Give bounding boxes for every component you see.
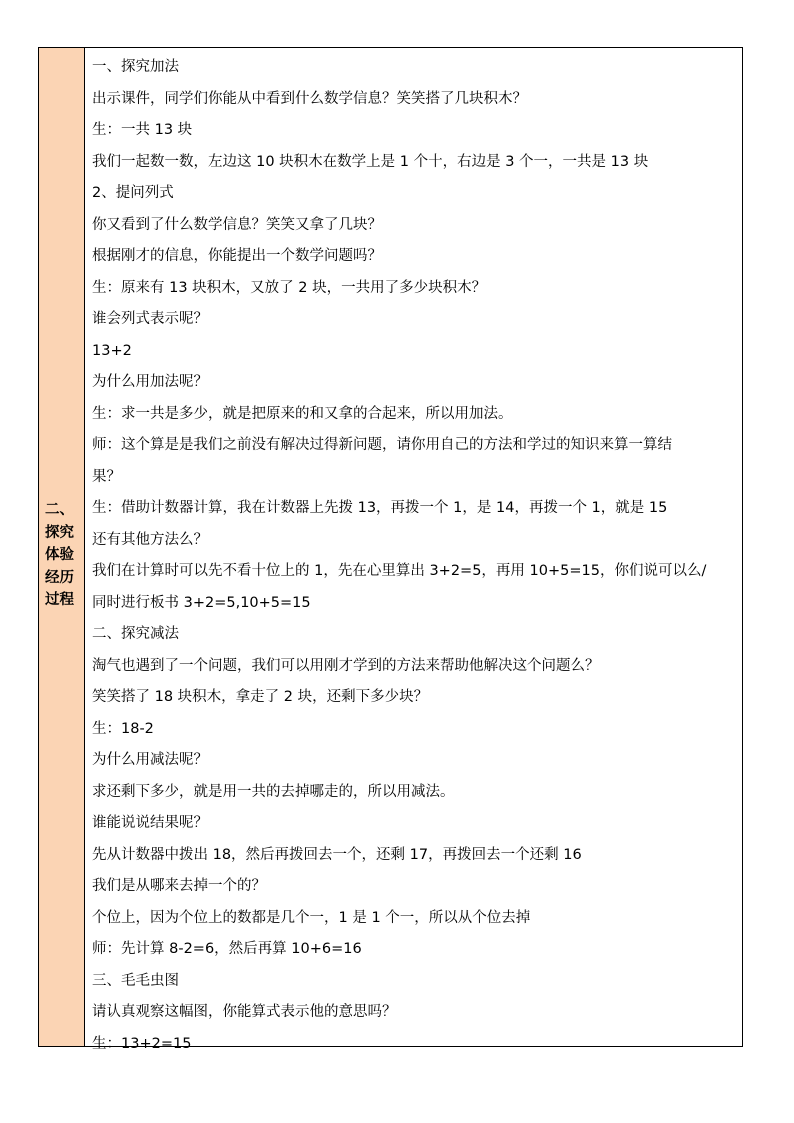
- content-line: 谁会列式表示呢？: [92, 311, 208, 327]
- content-line: 你又看到了什么数学信息？笑笑又拿了几块？: [92, 216, 382, 233]
- content-line: 我们在计算时可以先不看十位上的 1，先在心里算出 3+2=5，再用 10+5=15，你们说可以么/: [92, 563, 707, 579]
- content-line: 师：这个算是是我们之前没有解决过得新问题，请你用自己的方法和学过的知识来算一算结: [92, 437, 672, 453]
- content-line: 果？: [92, 468, 121, 485]
- content-line: 13+2: [92, 342, 132, 359]
- content-line: 生：18-2: [92, 720, 154, 737]
- content-line: 笑笑搭了 18 块积木，拿走了 2 块，还剩下多少块？: [92, 689, 429, 705]
- content-line: 生：借助计数器计算，我在计数器上先拨 13，再拨一个 1，是 14，再拨一个 1，就是 15: [92, 500, 668, 516]
- section-label: 二、 探究 体验 经历 过程: [45, 502, 74, 608]
- content-line: 谁能说说结果呢？: [92, 815, 208, 831]
- content-line: 先从计数器中拨出 18，然后再拨回去一个，还剩 17，再拨回去一个还剩 16: [92, 846, 582, 863]
- content-line: 淘气也遇到了一个问题，我们可以用刚才学到的方法来帮助他解决这个问题么？: [92, 657, 600, 674]
- content-line: 生：求一共是多少，就是把原来的和又拿的合起来，所以用加法。: [92, 405, 513, 422]
- content-line: 师：先计算 8-2=6，然后再算 10+6=16: [92, 941, 362, 957]
- content-line: 我们一起数一数，左边这 10 块积木在数学上是 1 个十，右边是 3 个一，一共是 13 块: [92, 153, 649, 170]
- content-line: 出示课件，同学们你能从中看到什么数学信息？笑笑搭了几块积木？: [92, 90, 527, 107]
- content-line: 生：一共 13 块: [92, 122, 193, 138]
- content-line: 为什么用减法呢？: [92, 752, 208, 768]
- content-line: 一、探究加法: [92, 59, 179, 75]
- lesson-plan-table: [38, 47, 743, 1052]
- content-lines: [92, 52, 736, 1060]
- content-line: 生：13+2=15: [92, 1035, 192, 1052]
- content-line: 同时进行板书 3+2=5,10+5=15: [92, 594, 311, 611]
- content-line: 还有其他方法么？: [92, 531, 208, 548]
- section-content-cell: [85, 48, 742, 1052]
- content-line: 请认真观察这幅图，你能算式表示他的意思吗？: [92, 1004, 397, 1020]
- content-line: 我们是从哪来去掉一个的？: [92, 878, 266, 894]
- content-line: 个位上，因为个位上的数都是几个一，1 是 1 个一，所以从个位去掉: [92, 909, 531, 926]
- content-line: 求还剩下多少，就是用一共的去掉哪走的，所以用减法。: [92, 783, 455, 800]
- section-label-cell: [39, 48, 85, 1046]
- content-line: 三、毛毛虫图: [92, 972, 179, 989]
- content-line: 根据刚才的信息，你能提出一个数学问题吗？: [92, 248, 382, 264]
- content-line: 为什么用加法呢？: [92, 374, 208, 390]
- content-line: 二、探究减法: [92, 626, 179, 642]
- content-line: 2、提问列式: [92, 185, 174, 201]
- content-line: 生：原来有 13 块积木，又放了 2 块，一共用了多少块积木？: [92, 279, 487, 296]
